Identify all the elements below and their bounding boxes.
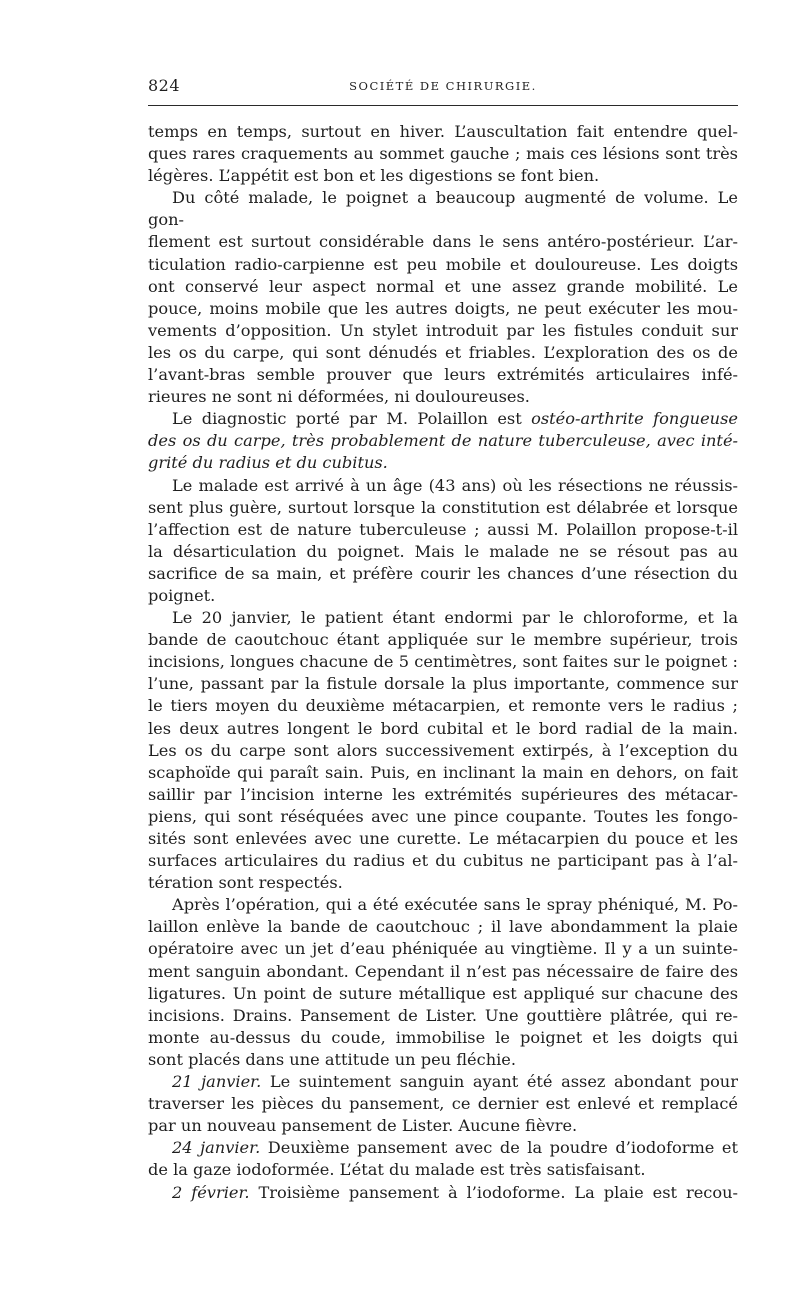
paragraph-2: [148, 187, 738, 408]
paragraph-7-entry: [148, 1071, 738, 1137]
text-line: flement est surtout considérable dans le sens antéro-postérieur. L’ar-: [148, 232, 738, 252]
paragraph-8-entry: [148, 1137, 738, 1181]
body-text: [148, 121, 738, 1204]
text-line: saillir par l’incision interne les extrémités supérieures des métacar-: [148, 784, 738, 804]
entry-text: Troisième pansement à l’iodoforme. La plaie est recou-: [249, 1182, 739, 1202]
diagnosis-intro: Le diagnostic porté par M. Polaillon est: [172, 409, 532, 429]
text-line: laillon enlève la bande de caoutchouc ; il lave abondamment la plaie: [148, 917, 738, 937]
diagnosis-italic: ostéo-arthrite fongueuse: [531, 409, 738, 429]
text-line: l’affection est de nature tuberculeuse ; aussi M. Polaillon propose-t-il: [148, 519, 738, 539]
text-line: sacrifice de sa main, et préfère courir les chances d’une résection du: [148, 563, 738, 583]
text-line: Les os du carpe sont alors successivement extirpés, à l’exception du: [148, 740, 738, 760]
text-line: les deux autres longent le bord cubital et le bord radial de la main.: [148, 718, 738, 738]
text-line: [148, 1137, 738, 1159]
text-line: le tiers moyen du deuxième métacarpien, et remonte vers le radius ;: [148, 696, 738, 716]
paragraph-4: [148, 475, 738, 608]
text-line: Après l’opération, qui a été exécutée sans le spray phéniqué, M. Po-: [172, 895, 738, 915]
paragraph-6: [148, 894, 738, 1071]
text-line: Du côté malade, le poignet a beaucoup augmenté de volume. Le gon-: [148, 188, 738, 230]
text-line: ligatures. Un point de suture métallique est appliqué sur chacune des: [148, 983, 738, 1003]
text-line: sont placés dans une attitude un peu fléchie.: [148, 1049, 517, 1069]
text-line: incisions, longues chacune de 5 centimètres, sont faites sur le poignet :: [148, 652, 738, 672]
text-line: scaphoïde qui paraît sain. Puis, en inclinant la main en dehors, on fait: [148, 762, 738, 782]
text-line: tération sont respectés.: [148, 873, 343, 893]
entry-date: 2 février.: [172, 1182, 250, 1202]
page-header: [148, 76, 738, 102]
text-line: incisions. Drains. Pansement de Lister. Une gouttière plâtrée, qui re-: [148, 1005, 738, 1025]
text-line: monte au-dessus du coude, immobilise le poignet et les doigts qui: [148, 1027, 738, 1047]
text-line: Le malade est arrivé à un âge (43 ans) où les résections ne réussis-: [172, 475, 738, 495]
text-line: des os du carpe, très probablement de nature tuberculeuse, avec inté-: [148, 431, 738, 451]
header-rule: [148, 105, 738, 106]
text-line: poignet.: [148, 585, 216, 605]
text-line: [148, 1071, 738, 1093]
text-line: ment sanguin abondant. Cependant il n’est pas nécessaire de faire des: [148, 961, 738, 981]
text-line: sités sont enlevées avec une curette. Le métacarpien du pouce et les: [148, 829, 738, 848]
entry-text: Le suintement sanguin ayant été assez abondant pour: [261, 1072, 738, 1092]
entry-date: 24 janvier.: [172, 1138, 261, 1158]
text-line: rieures ne sont ni déformées, ni douloureuses.: [148, 387, 530, 407]
text-line: la désarticulation du poignet. Mais le malade ne se résout pas au: [148, 541, 738, 561]
text-line: piens, qui sont réséquées avec une pince coupante. Toutes les fongo-: [148, 806, 738, 826]
text-line: pouce, moins mobile que les autres doigts, ne peut exécuter les mou-: [148, 298, 738, 318]
paragraph-3-diagnosis: [148, 408, 738, 474]
running-title: SOCIÉTÉ DE CHIRURGIE.: [349, 79, 537, 93]
text-line: opératoire avec un jet d’eau phéniquée au vingtième. Il y a un suinte-: [148, 939, 738, 959]
text-line: temps en temps, surtout en hiver. L’auscultation fait entendre quel-: [148, 122, 738, 141]
text-line: l’une, passant par la fistule dorsale la plus importante, commence sur: [148, 674, 738, 694]
text-line: traverser les pièces du pansement, ce dernier est enlevé et remplacé: [148, 1094, 738, 1114]
text-line: de la gaze iodoformée. L’état du malade est très satisfaisant.: [148, 1160, 646, 1180]
text-line: l’avant-bras semble prouver que leurs extrémités articulaires infé-: [148, 365, 738, 385]
text-line: surfaces articulaires du radius et du cubitus ne participant pas à l’al-: [148, 851, 738, 871]
text-line: [148, 1182, 738, 1204]
paragraph-9-entry: [148, 1182, 738, 1204]
text-line: ticulation radio-carpienne est peu mobile et douloureuse. Les doigts: [148, 254, 738, 274]
text-line: vements d’opposition. Un stylet introduit par les fistules conduit sur: [148, 320, 738, 340]
paragraph-1: [148, 121, 738, 187]
text-line: grité du radius et du cubitus.: [148, 453, 388, 473]
text-line: ont conservé leur aspect normal et une assez grande mobilité. Le: [148, 276, 738, 296]
text-line: légères. L’appétit est bon et les digestions se font bien.: [148, 166, 600, 186]
text-line: par un nouveau pansement de Lister. Aucune fièvre.: [148, 1116, 578, 1136]
text-line: les os du carpe, qui sont dénudés et friables. L’exploration des os de: [148, 342, 738, 362]
paragraph-5: [148, 607, 738, 894]
text-line: bande de caoutchouc étant appliquée sur le membre supérieur, trois: [148, 630, 738, 650]
page-number: 824: [148, 76, 181, 95]
entry-date: 21 janvier.: [172, 1072, 262, 1092]
entry-text: Deuxième pansement avec de la poudre d’iodoforme et: [260, 1138, 738, 1158]
text-line: ques rares craquements au sommet gauche ; mais ces lésions sont très: [148, 144, 738, 164]
text-line: [148, 408, 738, 430]
text-line: sent plus guère, surtout lorsque la constitution est délabrée et lorsque: [148, 497, 738, 517]
text-line: Le 20 janvier, le patient étant endormi par le chloroforme, et la: [172, 608, 738, 628]
